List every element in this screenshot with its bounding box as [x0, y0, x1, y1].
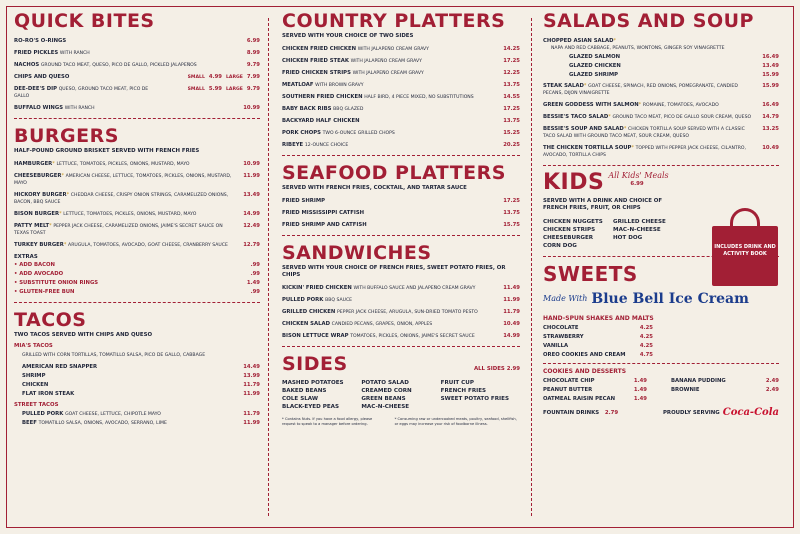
- sandwiches-title: SANDWICHES: [282, 242, 432, 264]
- burgers-subtitle: HALF-POUND GROUND BRISKET SERVED WITH FRENCH FRIES: [14, 148, 200, 154]
- kids-subtitle: SERVED WITH A DRINK AND CHOICE OF FRENCH FRIES, FRUIT, OR CHIPS: [543, 198, 663, 211]
- side-item: FRENCH FRIES: [440, 388, 487, 394]
- kids-item: CORN DOG: [543, 243, 577, 249]
- mias-tacos-title: MIA'S TACOS: [14, 343, 53, 349]
- kids-item: CHICKEN STRIPS: [543, 227, 596, 233]
- menu-item: CHOCOLATE 4.25: [543, 325, 653, 331]
- street-tacos-title: STREET TACOS: [14, 402, 59, 408]
- menu-item: CHOCOLATE CHIP 1.49 BANANA PUDDING 2.49: [543, 378, 779, 384]
- menu-item: CHICKEN FRIED STEAK WITH JALAPEÑO CREAM GRAVY 17.25: [282, 58, 520, 64]
- burgers-title: BURGERS: [14, 125, 119, 147]
- menu-item: FRIED MISSISSIPPI CATFISH 13.75: [282, 210, 520, 216]
- kids-tag: All Kids' Meals: [608, 171, 669, 180]
- menu-item: HAMBURGER* LETTUCE, TOMATOES, PICKLES, ONIONS, MUSTARD, MAYO 10.99: [14, 161, 260, 167]
- raw-food-note: * Consuming raw or undercooked meats, poultry, seafood, shellfish, or eggs may increase your risk of foodborne illness.: [394, 417, 517, 426]
- menu-item: FLAT IRON STEAK 11.99: [22, 391, 260, 397]
- menu-item: BESSIE'S TACO SALAD* GROUND TACO MEAT, PICO DE GALLO SOUR CREAM, QUESO 14.79: [543, 114, 779, 120]
- menu-item: OREO COOKIES AND CREAM 4.75: [543, 352, 653, 358]
- menu-item: GLAZED SHRIMP 15.99: [569, 72, 779, 78]
- menu-item: HICKORY BURGER* CHEDDAR CHEESE, CRISPY ONION STRINGS, CARAMELIZED ONIONS, BACON, BBQ SAUCE 13.49: [14, 192, 260, 205]
- menu-item: THE CHICKEN TORTILLA SOUP* TOPPED WITH PEPPER JACK CHEESE, CILANTRO, AVOCADO, TORTILLA CHIPS 10.49: [543, 145, 779, 158]
- menu-item: CHICKEN 11.79: [22, 382, 260, 388]
- kids-list: [543, 218, 683, 250]
- menu-item: DEE-DEE'S DIP QUESO, GROUND TACO MEAT, PICO DE GALLO SMALL 5.99 LARGE 9.79: [14, 86, 260, 99]
- column-divider: [268, 18, 269, 516]
- menu-item: STEAK SALAD* GOAT CHEESE, SPINACH, RED ONIONS, POMEGRANATE, CANDIED PECANS, DIJON VINAIGRETTE 15.99: [543, 83, 779, 96]
- mias-desc: GRILLED WITH CORN TORTILLAS, TOMATILLO SALSA, PICO DE GALLO, CABBAGE: [22, 353, 206, 358]
- menu-item: PULLED PORK GOAT CHEESE, LETTUCE, CHIPOTLE MAYO 11.79: [22, 411, 260, 417]
- cookies-title: COOKIES AND DESSERTS: [543, 368, 627, 375]
- menu-item: • ADD BACON .99: [14, 262, 260, 268]
- side-item: COLE SLAW: [282, 396, 319, 402]
- menu-item: SHRIMP 13.99: [22, 373, 260, 379]
- side-item: CREAMED CORN: [361, 388, 412, 394]
- kids-item: MAC-N-CHEESE: [613, 227, 661, 233]
- country-platters-title: COUNTRY PLATTERS: [282, 10, 506, 32]
- menu-item: FRIED SHRIMP AND CATFISH 15.75: [282, 222, 520, 228]
- side-item: POTATO SALAD: [361, 380, 409, 386]
- menu-item: • GLUTEN-FREE BUN .99: [14, 289, 260, 295]
- menu-item: TURKEY BURGER* ARUGULA, TOMATOES, AVOCADO, GOAT CHEESE, CRANBERRY SAUCE 12.79: [14, 242, 260, 248]
- tacos-title: TACOS: [14, 309, 87, 331]
- menu-item: FRIED CHICKEN STRIPS WITH JALAPEÑO CREAM GRAVY 12.25: [282, 70, 520, 76]
- menu-item: BUFFALO WINGS WITH RANCH 10.99: [14, 105, 260, 111]
- salads-title: SALADS AND SOUP: [543, 10, 754, 32]
- menu-item: PORK CHOPS TWO 6-OUNCE GRILLED CHOPS 15.25: [282, 130, 520, 136]
- menu-item: PEANUT BUTTER 1.49 BROWNIE 2.49: [543, 387, 779, 393]
- menu-item: CHEESEBURGER* AMERICAN CHEESE, LETTUCE, TOMATOES, PICKLES, ONIONS, MUSTARD, MAYO 11.99: [14, 173, 260, 186]
- coca-cola-logo: Coca-Cola: [722, 407, 779, 418]
- menu-item: PULLED PORK BBQ SAUCE 11.99: [282, 297, 520, 303]
- menu-item: BESSIE'S SOUP AND SALAD* CHICKEN TORTILLA SOUP SERVED WITH A CLASSIC TACO SALAD WITH GROUND TACO MEAT, SOUR CREAM, QUESO 13.25: [543, 126, 779, 139]
- menu-item: • SUBSTITUTE ONION RINGS 1.49: [14, 280, 260, 286]
- menu-item: • ADD AVOCADO .99: [14, 271, 260, 277]
- menu-item: MEATLOAF WITH BROWN GRAVY 13.75: [282, 82, 520, 88]
- sides-list: [282, 379, 520, 411]
- menu-item: FRIED SHRIMP 17.25: [282, 198, 520, 204]
- sandwiches-subtitle: SERVED WITH YOUR CHOICE OF FRENCH FRIES, SWEET POTATO FRIES, OR CHIPS: [282, 265, 506, 278]
- seafood-title: SEAFOOD PLATTERS: [282, 162, 506, 184]
- menu-item: FRIED PICKLES WITH RANCH 8.99: [14, 50, 260, 56]
- menu-item: SOUTHERN FRIED CHICKEN HALF BIRD, 4 PIECE MIXED, NO SUBSTITUTIONS 14.55: [282, 94, 520, 100]
- menu-item: GLAZED SALMON 16.49: [569, 54, 779, 60]
- menu-item: KICKIN' FRIED CHICKEN WITH BUFFALO SAUCE AND JALAPEÑO CREAM GRAVY 11.49: [282, 285, 520, 291]
- side-item: GREEN BEANS: [361, 396, 406, 402]
- tacos-subtitle: TWO TACOS SERVED WITH CHIPS AND QUESO: [14, 332, 153, 338]
- side-item: MASHED POTATOES: [282, 380, 344, 386]
- menu-item: NACHOS GROUND TACO MEAT, QUESO, PICO DE GALLO, PICKLED JALAPEÑOS 9.79: [14, 62, 260, 68]
- menu-item: AMERICAN RED SNAPPER 14.49: [22, 364, 260, 370]
- menu-item: PATTY MELT* PEPPER JACK CHEESE, CARAMELIZED ONIONS, JAIME'S SECRET SAUCE ON TEXAS TOAST 12.49: [14, 223, 260, 236]
- menu-item: BABY BACK RIBS BBQ GLAZED 17.25: [282, 106, 520, 112]
- menu-item: BACKYARD HALF CHICKEN 13.75: [282, 118, 520, 124]
- side-item: [441, 403, 520, 411]
- column-left: [14, 10, 260, 429]
- menu-item: CHICKEN FRIED CHICKEN WITH JALAPEÑO CREAM GRAVY 14.25: [282, 46, 520, 52]
- kids-bag-badge: INCLUDES DRINK AND ACTIVITY BOOK: [712, 226, 778, 286]
- kids-item: CHEESEBURGER: [543, 235, 594, 241]
- seafood-subtitle: SERVED WITH FRENCH FRIES, COCKTAIL, AND TARTAR SAUCE: [282, 185, 467, 191]
- country-subtitle: SERVED WITH YOUR CHOICE OF TWO SIDES: [282, 33, 414, 39]
- menu-item: CHOPPED ASIAN SALAD* NAPA AND RED CABBAGE, PEANUTS, WONTONS, GINGER SOY VINAIGRETTE: [543, 38, 725, 51]
- menu-item: CHICKEN SALAD CANDIED PECANS, GRAPES, ONION, APPLES 10.49: [282, 321, 520, 327]
- kids-item: [613, 242, 683, 250]
- kids-title: KIDS: [543, 170, 605, 195]
- menu-item: GREEN GODDESS WITH SALMON* ROMAINE, TOMATOES, AVOCADO 16.49: [543, 102, 779, 108]
- side-item: SWEET POTATO FRIES: [440, 396, 509, 402]
- menu-item: GRILLED CHICKEN PEPPER JACK CHEESE, ARUGULA, SUN-DRIED TOMATO PESTO 11.79: [282, 309, 520, 315]
- menu-item: BISON LETTUCE WRAP TOMATOES, PICKLES, ONIONS, JAIME'S SECRET SAUCE 14.99: [282, 333, 520, 339]
- menu-item: RIBEYE 12-OUNCE CHOICE 20.25: [282, 142, 520, 148]
- menu-item: STRAWBERRY 4.25: [543, 334, 653, 340]
- side-item: BAKED BEANS: [282, 388, 327, 394]
- extras-title: EXTRAS: [14, 254, 38, 260]
- menu-item: VANILLA 4.25: [543, 343, 653, 349]
- sides-title: SIDES: [282, 353, 348, 375]
- menu-item: CHIPS AND QUESO SMALL 4.99 LARGE 7.99: [14, 74, 260, 80]
- menu-item: BISON BURGER* LETTUCE, TOMATOES, PICKLES, ONIONS, MUSTARD, MAYO 14.99: [14, 211, 260, 217]
- kids-item: CHICKEN NUGGETS: [543, 219, 603, 225]
- blue-bell-logo: Made With Blue Bell Ice Cream: [543, 291, 749, 307]
- column-middle: COUNTRY PLATTERS SERVED WITH YOUR CHOICE OF TWO SIDES CHICKEN FRIED CHICKEN WITH JALAPEÑO CREAM GRAVY 14.25 CHICKEN FRIED STEAK WITH JALAPEÑO CREAM GRAVY 17.25 FRIED CHICKEN STRIPS WITH JALAPEÑO CREAM GRAVY 12.25 MEATLOAF WITH BROWN GRAVY 13.75 SOUTHERN FRIED CHICKEN HALF BIRD, 4 PIECE MIXED, NO SUBSTITUTIONS 14.55 BABY BACK RIBS BBQ GLAZED 17.25 BACKYARD HALF CHICKEN 13.75 PORK CHOPS TWO 6-OUNCE GRILLED CHOPS 15.25 RIBEYE 12-OUNCE CHOICE 20.25 SEAFOOD PLATTERS SERVED WITH FRENCH FRIES, COCKTAIL, AND TARTAR SAUCE FRIED SHRIMP 17.25 FRIED MISSISSIPPI CATFISH 13.75 FRIED SHRIMP AND CATFISH 15.75 SANDWICHES SERVED WITH YOUR CHOICE OF FRENCH FRIES, SWEET POTATO FRIES, OR CHIPS KICKIN' FRIED CHICKEN WITH BUFFALO SAUCE AND JALAPEÑO CREAM GRAVY 11.49 PULLED PORK BBQ SAUCE 11.99 GRILLED CHICKEN PEPPER JACK CHEESE, ARUGULA, SUN-DRIED TOMATO PESTO 11.79 CHICKEN SALAD CANDIED PECANS, GRAPES, ONION, APPLES 10.49 BISON LETTUCE WRAP TOMATOES, PICKLES, ONIONS, JAIME'S SECRET SAUCE 14.99 SIDES ALL SIDES 2.99 MASHED POTATOES POTATO SALAD FRUIT CUP BAKED BEANS CREAMED CORN FRENCH FRIES COLE SLAW GREEN BEANS SWEET POTATO FRIES BLACK-EYED PEAS MAC-N-CHEESE * Contains Nuts. If you have a food allergy, please request to speak to a manager before ordering. * Consuming raw or undercooked meats, poultry, seafood, shellfish, or eggs may increase your risk of foodborne illness.: [282, 10, 520, 426]
- column-right: SALADS AND SOUP CHOPPED ASIAN SALAD* NAPA AND RED CABBAGE, PEANUTS, WONTONS, GINGER SOY VINAIGRETTE GLAZED SALMON 16.49 GLAZED CHICKEN 13.49 GLAZED SHRIMP 15.99 STEAK SALAD* GOAT CHEESE, SPINACH, RED ONIONS, POMEGRANATE, CANDIED PECANS, DIJON VINAIGRETTE 15.99 GREEN GODDESS WITH SALMON* ROMAINE, TOMATOES, AVOCADO 16.49 BESSIE'S TACO SALAD* GROUND TACO MEAT, PICO DE GALLO SOUR CREAM, QUESO 14.79 BESSIE'S SOUP AND SALAD* CHICKEN TORTILLA SOUP SERVED WITH A CLASSIC TACO SALAD WITH GROUND TACO MEAT, SOUR CREAM, QUESO 13.25 THE CHICKEN TORTILLA SOUP* TOPPED WITH PEPPER JACK CHEESE, CILANTRO, AVOCADO, TORTILLA CHIPS 10.49 KIDS All Kids' Meals 6.99 SERVED WITH A DRINK AND CHOICE OF FRENCH FRIES, FRUIT, OR CHIPS CHICKEN NUGGETS GRILLED CHEESE CHICKEN STRIPS MAC-N-CHEESE CHEESEBURGER HOT DOG CORN DOG SWEETS Made With Blue Bell Ice Cream HAND-SPUN SHAKES AND MALTS CHOCOLATE 4.25 STRAWBERRY 4.25 VANILLA 4.25 OREO COOKIES AND CREAM 4.75 COOKIES AND DESSERTS CHOCOLATE CHIP 1.49 BANANA PUDDING 2.49 PEANUT BUTTER 1.49 BROWNIE 2.49 OATMEAL RAISIN PECAN 1.49 FOUNTAIN DRINKS 2.79 PROUDLY SERVING Coca-Cola: [543, 10, 779, 418]
- shakes-title: HAND-SPUN SHAKES AND MALTS: [543, 315, 654, 322]
- menu-item: GLAZED CHICKEN 13.49: [569, 63, 779, 69]
- side-item: BLACK-EYED PEAS: [282, 404, 339, 410]
- allergy-note: * Contains Nuts. If you have a food allergy, please request to speak to a manager before ordering.: [282, 417, 373, 426]
- column-divider: [531, 18, 532, 516]
- side-item: MAC-N-CHEESE: [361, 404, 410, 410]
- quick-bites-title: QUICK BITES: [14, 10, 155, 32]
- side-item: FRUIT CUP: [440, 380, 474, 386]
- menu-item: RO-RO'S O-RINGS 6.99: [14, 38, 260, 44]
- menu-item: BEEF TOMATILLO SALSA, ONIONS, AVOCADO, SERRANO, LIME 11.99: [22, 420, 260, 426]
- kids-item: HOT DOG: [613, 235, 643, 241]
- menu-item: OATMEAL RAISIN PECAN 1.49: [543, 396, 647, 402]
- sweets-title: SWEETS: [543, 262, 638, 286]
- kids-item: GRILLED CHEESE: [613, 219, 666, 225]
